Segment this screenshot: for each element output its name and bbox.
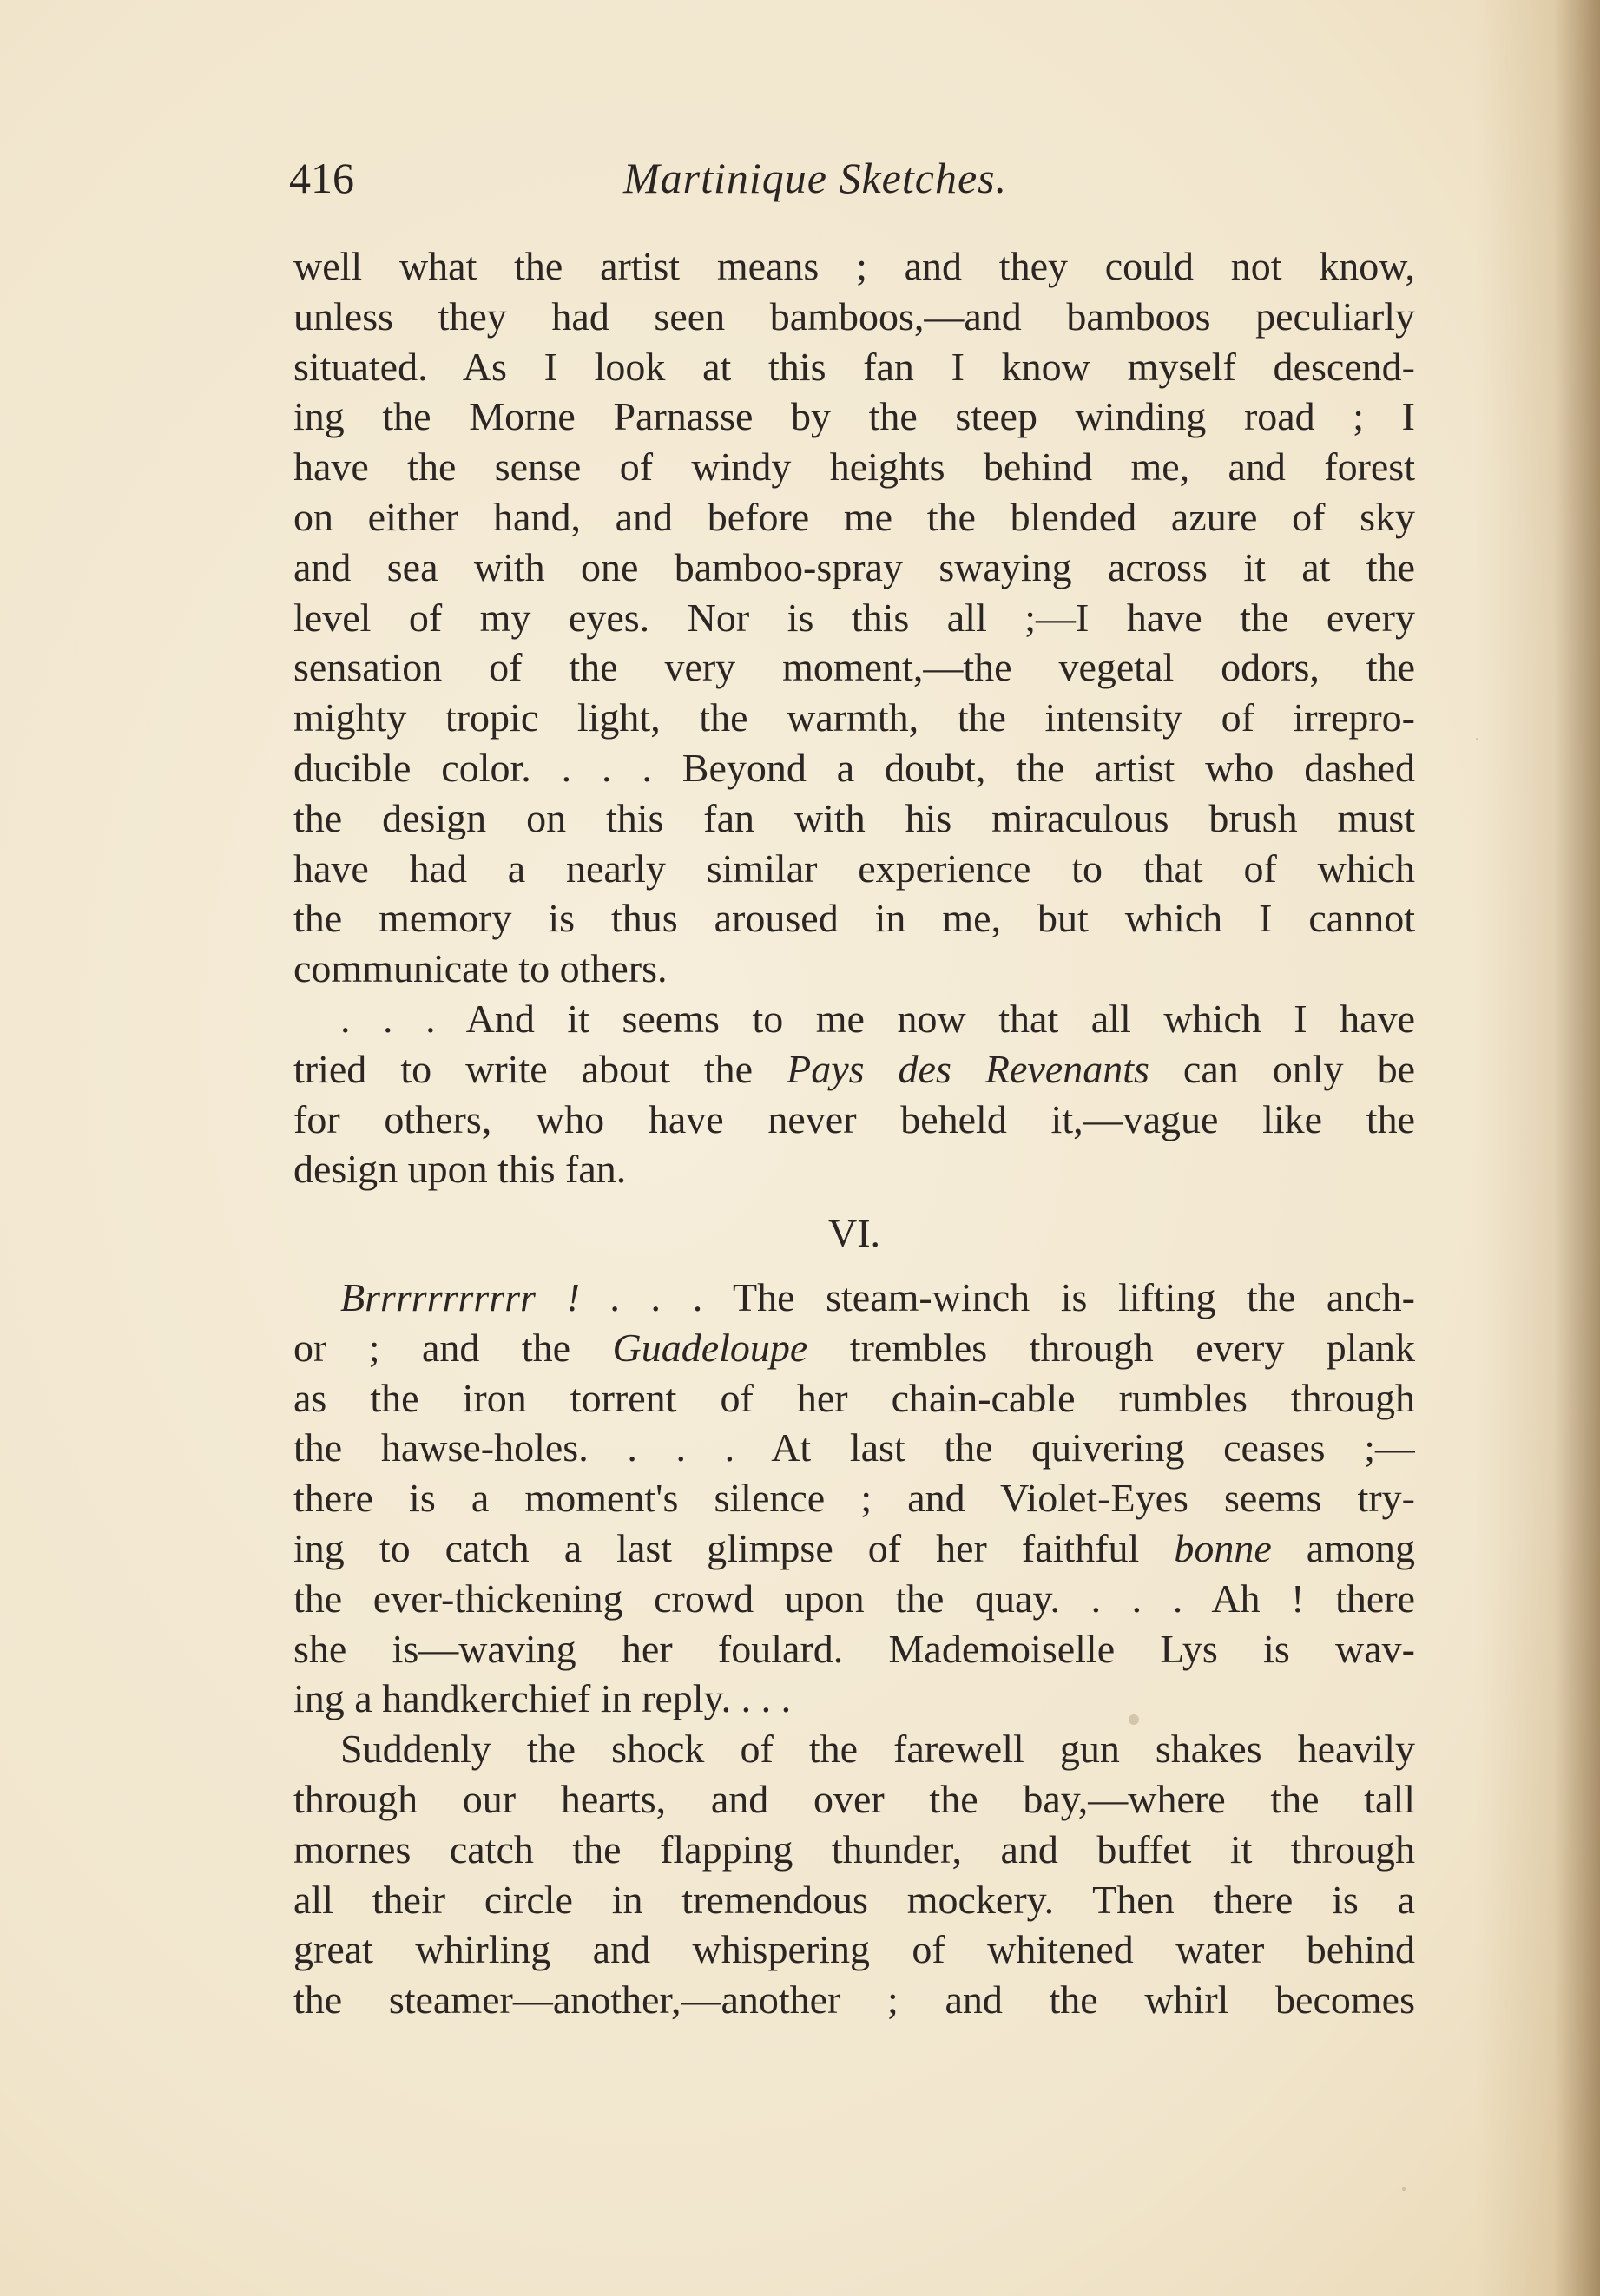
text-line: . . . And it seems to me now that all which I have [340, 996, 1415, 1041]
section-heading: VI. [827, 1211, 881, 1256]
text-line: have had a nearly similar experience to that of which [293, 845, 1415, 891]
text-segment: ing to catch a last glimpse of her faithful [293, 1525, 1175, 1570]
text-line: well what the artist means ; and they could not know, [293, 244, 1415, 288]
text-line [293, 1523, 1415, 1574]
text-line: and sea with one bamboo-spray swaying across it at the [293, 544, 1415, 589]
body-text [293, 241, 1415, 2025]
text-line: the ever-thickening crowd upon the quay. . . . Ah ! there [293, 1576, 1415, 1621]
text-line: ing the Morne Parnasse by the steep winding road ; I [293, 394, 1415, 439]
text-line: situated. As I look at this fan I know myself descend- [293, 344, 1415, 389]
text-segment: can only be [1149, 1046, 1415, 1091]
text-line: through our hearts, and over the bay,—where the tall [293, 1776, 1415, 1821]
italic-text-segment: Pays des Revenants [787, 1046, 1149, 1091]
text-line [293, 1273, 1415, 1323]
text-line: communicate to others. [293, 946, 668, 991]
text-line: ducible color. . . . Beyond a doubt, the artist who dashed [293, 745, 1415, 790]
text-line: the steamer—another,—another ; and the whirl becomes [293, 1977, 1415, 2023]
text-line: great whirling and whispering of whitened water behind [293, 1927, 1415, 1972]
text-line: on either hand, and before me the blended azure of sky [293, 494, 1415, 539]
text-line: there is a moment's silence ; and Violet-Eyes seems try- [293, 1476, 1415, 1521]
text-segment: or ; and the [293, 1325, 613, 1370]
text-line: unless they had seen bamboos,—and bamboos peculiarly [293, 293, 1415, 339]
text-line: level of my eyes. Nor is this all ;—I have the every [293, 595, 1415, 640]
text-line: mighty tropic light, the warmth, the intensity of irrepro- [293, 695, 1415, 740]
text-line: she is—waving her foulard. Mademoiselle Lys is wav- [293, 1626, 1415, 1671]
text-line: the design on this fan with his miraculous brush must [293, 795, 1415, 840]
italic-text-segment: Brrrrrrrrrrr ! . . [340, 1274, 662, 1319]
page-number: 416 [289, 154, 354, 202]
running-title: Martinique Sketches. [623, 154, 1008, 202]
text-line: sensation of the very moment,—the vegetal odors, the [293, 645, 1415, 690]
page-header [289, 148, 1418, 208]
text-line: the hawse-holes. . . . At last the quivering ceases ;— [293, 1425, 1415, 1470]
text-line: design upon this fan. [293, 1147, 627, 1192]
text-line: Suddenly the shock of the farewell gun shakes heavily [340, 1727, 1415, 1772]
text-line: all their circle in tremendous mockery. Then there is a [293, 1877, 1415, 1922]
text-line: mornes catch the flapping thunder, and buffet it through [293, 1826, 1415, 1872]
text-segment: . The steam-winch is lifting the anch- [662, 1274, 1415, 1319]
text-line: as the iron torrent of her chain-cable rumbles through [293, 1375, 1415, 1420]
italic-text-segment: Guadeloupe [612, 1325, 808, 1370]
text-line [293, 1323, 1415, 1373]
text-line: ing a handkerchief in reply. . . . [293, 1676, 792, 1721]
text-segment: trembles through every plank [807, 1325, 1415, 1370]
text-line: the memory is thus aroused in me, but which I cannot [293, 896, 1415, 941]
italic-text-segment: bonne [1174, 1525, 1272, 1570]
text-line: have the sense of windy heights behind me, and forest [293, 444, 1415, 490]
text-segment: among [1271, 1525, 1415, 1570]
text-line: for others, who have never beheld it,—vague like the [293, 1096, 1415, 1141]
text-line [293, 1044, 1415, 1095]
text-segment: tried to write about the [293, 1046, 787, 1091]
